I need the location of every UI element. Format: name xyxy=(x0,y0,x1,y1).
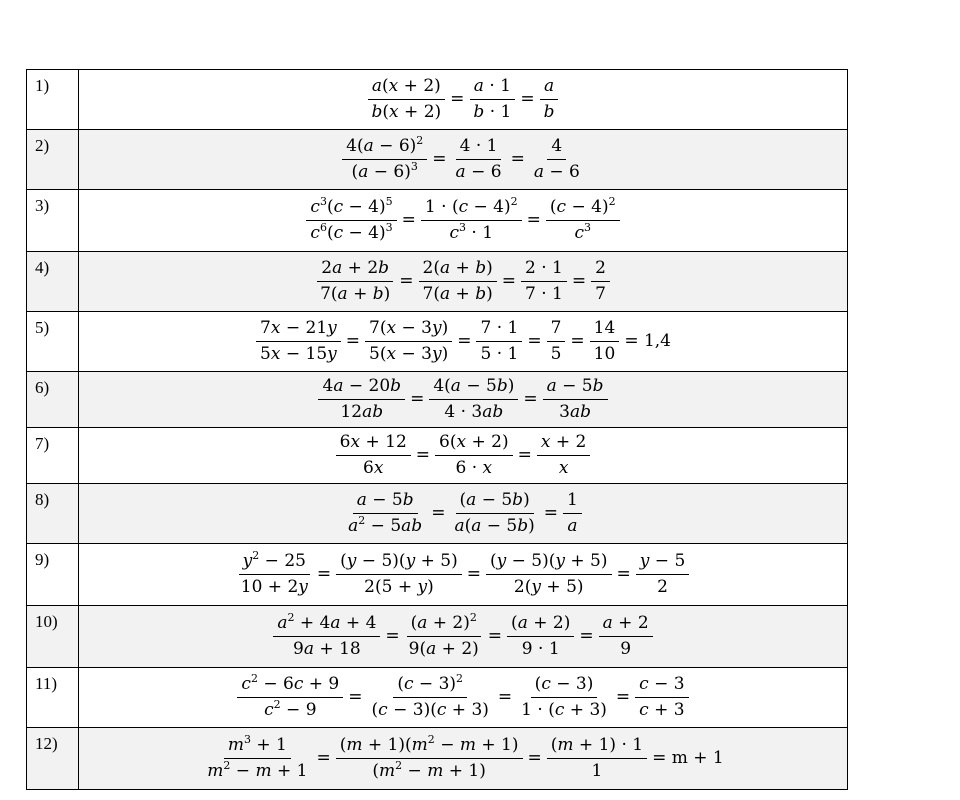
fraction xyxy=(543,377,608,422)
fraction xyxy=(546,195,620,243)
numerator: a xyxy=(540,77,558,100)
fraction xyxy=(419,259,497,304)
fraction xyxy=(537,433,590,478)
denominator: 9 xyxy=(620,639,632,659)
numerator: $(m + 1)(m^2 - m + 1)$ xyxy=(336,736,523,759)
math-expression xyxy=(313,259,613,304)
row-number: 5) xyxy=(27,312,79,372)
fraction xyxy=(476,319,522,364)
numerator: $c^2 - 6c + 9$ xyxy=(237,675,343,698)
fraction xyxy=(563,491,582,536)
operator: = xyxy=(450,89,465,109)
math-expression xyxy=(365,77,562,122)
operator: = xyxy=(432,149,447,169)
fraction xyxy=(486,552,612,597)
numerator: a − 5b xyxy=(353,491,418,514)
denominator: 2 xyxy=(657,577,668,597)
operator: = xyxy=(410,389,425,409)
table-row xyxy=(27,484,848,544)
numerator: $m^3 + 1$ xyxy=(224,736,291,759)
numerator: 2 xyxy=(591,259,610,282)
denominator: $a^2 - 5ab$ xyxy=(348,514,423,536)
fraction xyxy=(344,491,426,536)
table-row xyxy=(27,70,848,130)
numerator: 2(a + b) xyxy=(419,259,497,282)
operator: = xyxy=(415,445,431,465)
math-expression xyxy=(253,319,673,364)
fraction xyxy=(452,137,506,182)
numerator: y − 5 xyxy=(636,552,690,575)
operator: = xyxy=(523,389,538,409)
table-row xyxy=(27,606,848,668)
denominator: a − 6 xyxy=(533,162,580,182)
denominator: $c^3$ xyxy=(574,221,591,243)
fraction xyxy=(306,195,396,243)
fraction xyxy=(591,259,610,304)
operator: = xyxy=(401,210,416,230)
denominator: $c^2 - 9$ xyxy=(264,698,317,720)
fraction xyxy=(273,611,380,659)
numerator: a + 2 xyxy=(599,614,653,637)
numerator: 6(x + 2) xyxy=(435,433,513,456)
expression-cell xyxy=(79,484,848,544)
fraction xyxy=(405,611,483,659)
denominator: 4 · 3ab xyxy=(444,402,504,422)
table-row xyxy=(27,668,848,728)
denominator: 6 · x xyxy=(455,458,493,478)
fraction xyxy=(469,77,515,122)
numerator: 4 xyxy=(547,137,566,160)
denominator: 7(a + b) xyxy=(422,284,493,304)
denominator: 3ab xyxy=(559,402,591,422)
denominator: 1 · (c + 3) xyxy=(521,700,607,720)
numerator: $4(a - 6)^2$ xyxy=(342,137,427,160)
denominator: $m^2 - m + 1$ xyxy=(207,759,308,781)
denominator: 5x − 15y xyxy=(260,344,337,364)
operator: = 1,4 xyxy=(624,331,671,351)
math-expression xyxy=(200,733,725,781)
row-number: 6) xyxy=(27,372,79,428)
table-row xyxy=(27,372,848,428)
fraction xyxy=(365,319,452,364)
denominator: 9 · 1 xyxy=(521,639,560,659)
table-row xyxy=(27,190,848,252)
denominator: (c − 3)(c + 3) xyxy=(371,700,489,720)
numerator: c − 3 xyxy=(635,675,688,698)
operator: = xyxy=(431,503,446,523)
numerator: a · 1 xyxy=(470,77,515,100)
row-number: 8) xyxy=(27,484,79,544)
operator: = xyxy=(487,626,503,646)
row-number: 11) xyxy=(27,668,79,728)
expression-cell xyxy=(79,606,848,668)
fraction xyxy=(368,77,446,122)
operator: = xyxy=(616,564,631,584)
fraction xyxy=(435,433,513,478)
row-number: 3) xyxy=(27,190,79,252)
numerator: a(x + 2) xyxy=(368,77,445,100)
operator: = xyxy=(399,271,414,291)
denominator: 2(y + 5) xyxy=(513,577,584,597)
fraction xyxy=(635,675,688,720)
fraction xyxy=(547,319,566,364)
denominator: 5 xyxy=(550,344,562,364)
denominator: 6x xyxy=(363,458,384,478)
fraction xyxy=(318,377,405,422)
math-expression xyxy=(234,672,691,720)
numerator: $(a + 2)^2$ xyxy=(407,614,481,637)
math-expression xyxy=(234,549,693,597)
denominator: 2(5 + y) xyxy=(364,577,434,597)
numerator: $1 \cdot (c - 4)^2$ xyxy=(421,198,522,221)
table-row xyxy=(27,252,848,312)
math-expression xyxy=(303,195,622,243)
numerator: 7 · 1 xyxy=(476,319,522,342)
operator: = xyxy=(579,626,594,646)
numerator: 7(x − 3y) xyxy=(365,319,452,342)
numerator: (a + 2) xyxy=(507,614,574,637)
expression-cell xyxy=(79,312,848,372)
operator: = xyxy=(520,89,535,109)
table-body xyxy=(27,70,848,790)
fraction xyxy=(547,736,647,781)
denominator: 9a + 18 xyxy=(293,639,361,659)
operator: = xyxy=(510,149,525,169)
expression-cell xyxy=(79,70,848,130)
math-expression xyxy=(333,433,594,478)
denominator: 5 · 1 xyxy=(480,344,519,364)
numerator: $a^2 + 4a + 4$ xyxy=(273,614,380,637)
math-expression xyxy=(270,611,655,659)
expression-cell xyxy=(79,544,848,606)
numerator: 4(a − 5b) xyxy=(429,377,518,400)
fraction xyxy=(336,733,523,781)
expression-cell xyxy=(79,372,848,428)
row-number: 4) xyxy=(27,252,79,312)
math-expression xyxy=(315,377,610,422)
denominator: 10 + 2y xyxy=(240,577,308,597)
numerator: x + 2 xyxy=(537,433,590,456)
fraction xyxy=(316,259,394,304)
fraction xyxy=(203,733,311,781)
operator: = xyxy=(571,271,587,291)
numerator: $c^3(c - 4)^5$ xyxy=(306,198,396,221)
numerator: 4 · 1 xyxy=(456,137,502,160)
row-number: 1) xyxy=(27,70,79,130)
denominator: $c^3 \cdot 1$ xyxy=(449,221,494,243)
numerator: 2a + 2b xyxy=(317,259,393,282)
table-row xyxy=(27,728,848,790)
numerator: (y − 5)(y + 5) xyxy=(486,552,612,575)
fraction xyxy=(590,319,620,364)
denominator: b(x + 2) xyxy=(371,102,442,122)
numerator: $y^2 - 25$ xyxy=(239,552,310,575)
fraction xyxy=(421,195,522,243)
operator: = xyxy=(466,564,481,584)
expression-cell xyxy=(79,130,848,190)
table-row xyxy=(27,544,848,606)
operator: = xyxy=(543,503,559,523)
fraction xyxy=(517,675,611,720)
math-expression xyxy=(341,491,585,536)
fraction xyxy=(507,614,574,659)
denominator: 10 xyxy=(593,344,616,364)
numerator: 2 · 1 xyxy=(521,259,567,282)
expression-cell xyxy=(79,428,848,484)
numerator: 7 xyxy=(547,319,566,342)
row-number: 9) xyxy=(27,544,79,606)
table-row xyxy=(27,428,848,484)
denominator: 5(x − 3y) xyxy=(369,344,449,364)
denominator: c + 3 xyxy=(639,700,685,720)
denominator: 9(a + 2) xyxy=(408,639,479,659)
expression-cell xyxy=(79,728,848,790)
denominator: b · 1 xyxy=(473,102,512,122)
fraction xyxy=(521,259,567,304)
expression-cell xyxy=(79,668,848,728)
row-number: 7) xyxy=(27,428,79,484)
operator: = xyxy=(501,271,516,291)
operator: = xyxy=(497,687,513,707)
operator: = xyxy=(316,564,332,584)
numerator: 6x + 12 xyxy=(336,433,411,456)
row-number: 12) xyxy=(27,728,79,790)
fraction xyxy=(237,549,312,597)
table-row xyxy=(27,312,848,372)
denominator: 12ab xyxy=(340,402,384,422)
simplification-table xyxy=(26,69,848,790)
fraction xyxy=(368,672,493,720)
numerator: (c − 3) xyxy=(531,675,598,698)
numerator: 14 xyxy=(590,319,620,342)
fraction xyxy=(336,433,411,478)
numerator: $(c - 4)^2$ xyxy=(546,198,620,221)
operator: = xyxy=(385,626,400,646)
denominator: a − 6 xyxy=(455,162,502,182)
fraction xyxy=(530,137,584,182)
numerator: 4a − 20b xyxy=(318,377,405,400)
denominator: b xyxy=(543,102,555,122)
fraction xyxy=(429,377,518,422)
denominator: $(a - 6)^3$ xyxy=(351,160,418,182)
denominator: 7(a + b) xyxy=(320,284,391,304)
expression-cell xyxy=(79,252,848,312)
operator: = xyxy=(527,748,542,768)
denominator: a(a − 5b) xyxy=(454,516,535,536)
fraction xyxy=(636,552,690,597)
operator: = xyxy=(615,687,631,707)
table-row xyxy=(27,130,848,190)
operator: = xyxy=(457,331,472,351)
numerator: a − 5b xyxy=(543,377,608,400)
math-expression xyxy=(339,134,587,182)
denominator: $(m^2 - m + 1)$ xyxy=(372,759,486,781)
operator: = xyxy=(348,687,363,707)
row-number: 10) xyxy=(27,606,79,668)
fraction xyxy=(342,134,427,182)
fraction xyxy=(256,319,341,364)
operator: = m + 1 xyxy=(652,748,724,768)
numerator: 1 xyxy=(563,491,582,514)
fraction xyxy=(450,491,538,536)
operator: = xyxy=(526,210,541,230)
numerator: (a − 5b) xyxy=(456,491,534,514)
fraction xyxy=(599,614,653,659)
operator: = xyxy=(570,331,585,351)
numerator: $(c - 3)^2$ xyxy=(393,675,467,698)
operator: = xyxy=(316,748,331,768)
fraction xyxy=(540,77,559,122)
denominator: a xyxy=(567,516,578,536)
denominator: 7 · 1 xyxy=(524,284,563,304)
operator: = xyxy=(345,331,360,351)
denominator: $c^6(c - 4)^3$ xyxy=(310,221,393,243)
fraction xyxy=(336,552,462,597)
numerator: 7x − 21y xyxy=(256,319,341,342)
fraction xyxy=(237,672,343,720)
denominator: 1 xyxy=(591,761,603,781)
expression-cell xyxy=(79,190,848,252)
numerator: (y − 5)(y + 5) xyxy=(336,552,462,575)
numerator: (m + 1) · 1 xyxy=(547,736,647,759)
denominator: x xyxy=(558,458,569,478)
operator: = xyxy=(527,331,542,351)
denominator: 7 xyxy=(595,284,606,304)
operator: = xyxy=(517,445,532,465)
row-number: 2) xyxy=(27,130,79,190)
